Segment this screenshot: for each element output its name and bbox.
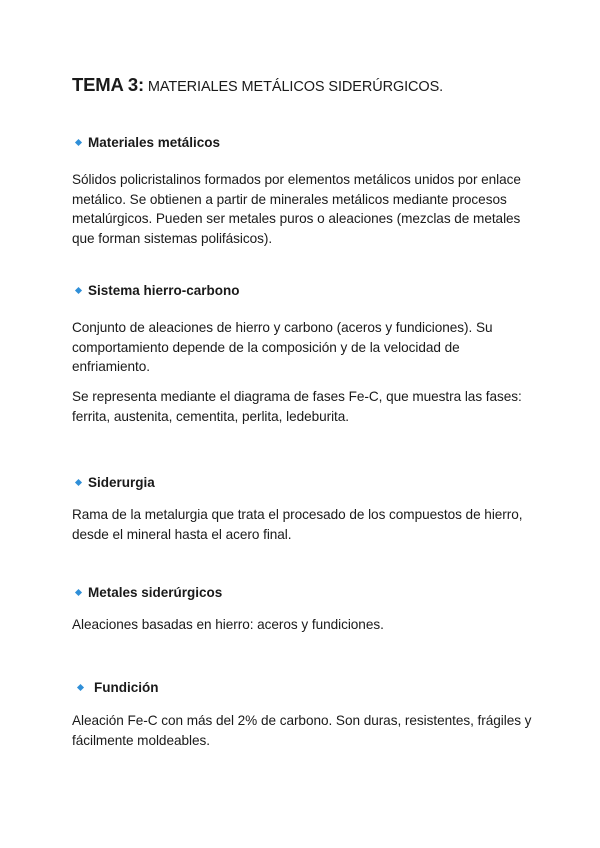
diamond-bullet-icon bbox=[75, 139, 82, 146]
diamond-bullet-icon bbox=[75, 287, 82, 294]
section-heading-label: Siderurgia bbox=[88, 475, 155, 490]
diamond-bullet-icon bbox=[75, 589, 82, 596]
section-heading-siderurgia bbox=[76, 474, 155, 492]
title-topic-number: TEMA 3: bbox=[72, 74, 144, 95]
section-heading-label: Sistema hierro-carbono bbox=[88, 283, 240, 298]
diamond-bullet-icon bbox=[75, 479, 82, 486]
section-heading-sistema-hierro-carbono bbox=[76, 282, 240, 300]
section-paragraph: Sólidos policristalinos formados por elementos metálicos unidos por enlace metálico. Se obtienen a partir de minerales metálicos mediante procesos metalúrgicos. Pueden ser metales puros o aleaciones (mezclas de metales que forman sistemas polifásicos). bbox=[72, 172, 521, 246]
diamond-bullet-icon bbox=[77, 684, 84, 691]
section-heading-label: Materiales metálicos bbox=[88, 135, 221, 150]
section-paragraph: Rama de la metalurgia que trata el procesado de los compuestos de hierro, desde el mineral hasta el acero final. bbox=[72, 507, 523, 542]
section-heading-label: Metales siderúrgicos bbox=[88, 585, 223, 600]
section-paragraph: Conjunto de aleaciones de hierro y carbono (aceros y fundiciones). Su comportamiento depende de la composición y de la velocidad de enfriamiento. bbox=[72, 320, 493, 374]
section-heading-fundicion bbox=[76, 679, 159, 697]
title-topic-name: MATERIALES METÁLICOS SIDERÚRGICOS. bbox=[143, 79, 444, 95]
section-heading-label: Fundición bbox=[94, 680, 159, 695]
section-heading-materiales-metalicos bbox=[76, 134, 220, 152]
section-heading-metales-siderurgicos bbox=[76, 584, 222, 602]
page-title bbox=[72, 74, 443, 98]
section-paragraph: Se representa mediante el diagrama de fases Fe-C, que muestra las fases: ferrita, austenita, cementita, perlita, ledeburita. bbox=[72, 389, 522, 424]
section-paragraph: Aleación Fe-C con más del 2% de carbono. Son duras, resistentes, frágiles y fácilmente moldeables. bbox=[72, 713, 532, 748]
section-paragraph: Aleaciones basadas en hierro: aceros y fundiciones. bbox=[72, 617, 384, 632]
